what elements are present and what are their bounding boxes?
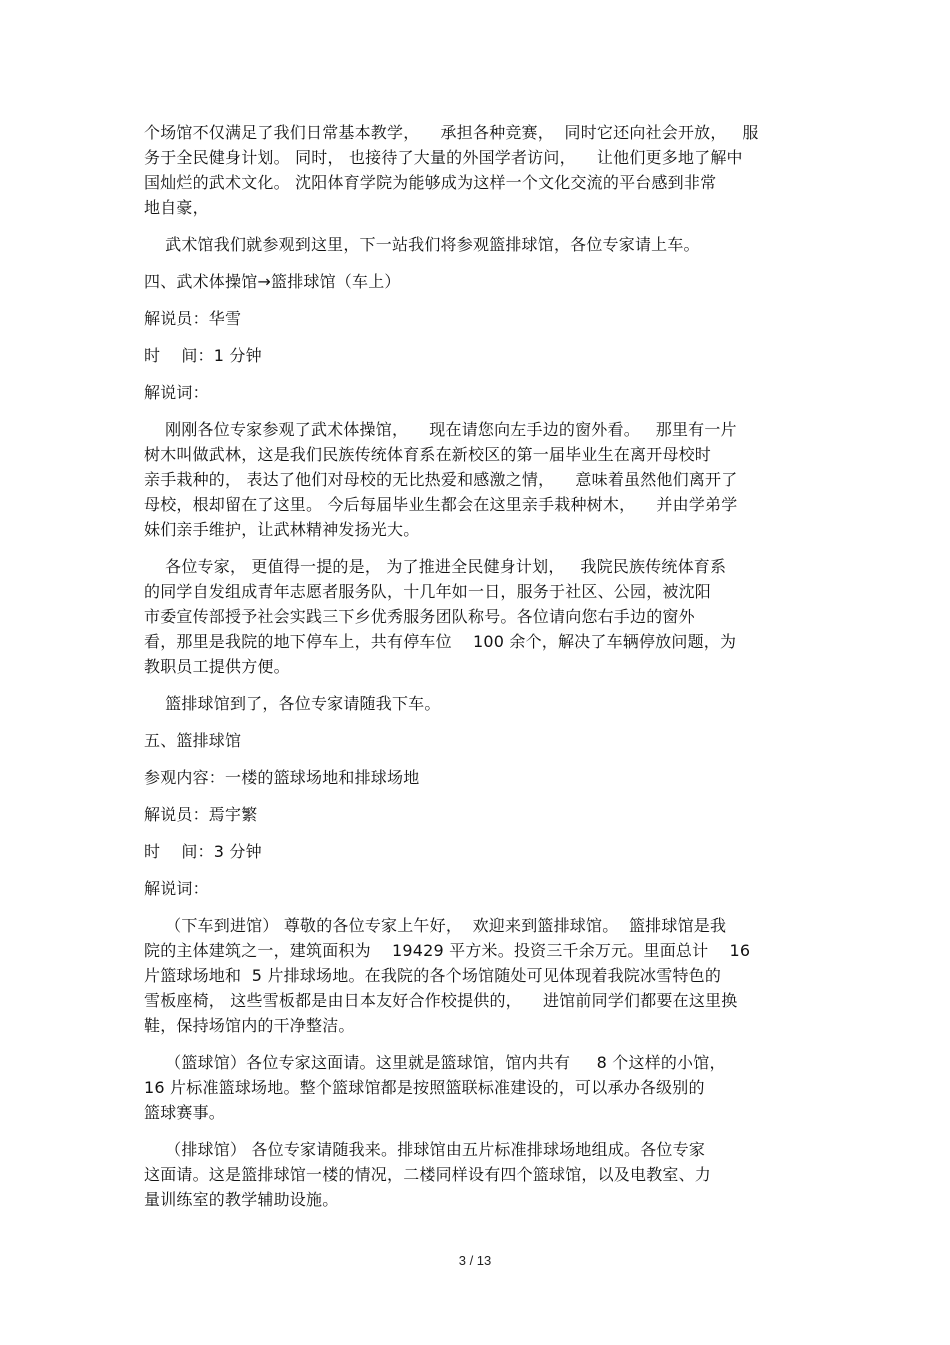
paragraph: [144, 876, 814, 901]
paragraph: [144, 269, 814, 294]
paragraph: [144, 380, 814, 405]
text-line: 五、篮排球馆: [144, 731, 242, 750]
text-line: 时 间：1 分钟: [144, 346, 262, 365]
text-line: 务于全民健身计划。 同时， 也接待了大量的外国学者访问， 让他们更多地了解中: [144, 148, 743, 167]
text-line: 教职员工提供方便。: [144, 657, 290, 676]
page-number: 3 / 13: [458, 1253, 492, 1268]
text-line: 解说词：: [144, 879, 209, 898]
text-line: 的同学自发组成青年志愿者服务队，十几年如一日，服务于社区、公园，被沈阳: [144, 582, 712, 601]
text-line: 武术馆我们就参观到这里，下一站我们将参观篮排球馆，各位专家请上车。: [144, 235, 700, 254]
text-line: 四、武术体操馆→篮排球馆（车上）: [144, 272, 401, 291]
text-line: 刚刚各位专家参观了武术体操馆， 现在请您向左手边的窗外看。 那里有一片: [144, 420, 737, 439]
text-line: 片篮球场地和 5 片排球场地。在我院的各个场馆随处可见体现着我院冰雪特色的: [144, 966, 722, 985]
text-line: （排球馆） 各位专家请随我来。排球馆由五片标准排球场地组成。各位专家: [144, 1140, 706, 1159]
paragraph: [144, 343, 814, 368]
text-line: 篮球赛事。: [144, 1103, 226, 1122]
paragraph: [144, 120, 814, 220]
paragraph: [144, 1050, 814, 1125]
text-line: 个场馆不仅满足了我们日常基本教学， 承担各种竞赛， 同时它还向社会开放， 服: [144, 123, 759, 142]
paragraph: [144, 417, 814, 542]
text-line: 参观内容：一楼的篮球场地和排球场地: [144, 768, 420, 787]
text-line: 解说员：焉宇繁: [144, 805, 258, 824]
text-line: 妹们亲手维护，让武林精神发扬光大。: [144, 520, 420, 539]
text-line: 市委宣传部授予社会实践三下乡优秀服务团队称号。各位请向您右手边的窗外: [144, 607, 695, 626]
text-line: 解说员：华雪: [144, 309, 242, 328]
text-line: 雪板座椅， 这些雪板都是由日本友好合作校提供的， 进馆前同学们都要在这里换: [144, 991, 738, 1010]
text-line: 时 间：3 分钟: [144, 842, 262, 861]
text-line: （篮球馆）各位专家这面请。这里就是篮球馆，馆内共有 8 个这样的小馆，: [144, 1053, 726, 1072]
text-line: 亲手栽种的， 表达了他们对母校的无比热爱和感激之情， 意味着虽然他们离开了: [144, 470, 738, 489]
text-line: 各位专家， 更值得一提的是， 为了推进全民健身计划， 我院民族传统体育系: [144, 557, 727, 576]
text-line: 母校，根却留在了这里。 今后每届毕业生都会在这里亲手栽种树木， 并由学弟学: [144, 495, 738, 514]
text-line: 鞋，保持场馆内的干净整洁。: [144, 1016, 355, 1035]
paragraph: [144, 232, 814, 257]
paragraph: [144, 306, 814, 331]
paragraph: [144, 802, 814, 827]
text-line: 这面请。这是篮排球馆一楼的情况，二楼同样设有四个篮球馆，以及电教室、力: [144, 1165, 712, 1184]
text-line: 量训练室的教学辅助设施。: [144, 1190, 339, 1209]
text-line: 16 片标准篮球场地。整个篮球馆都是按照篮联标准建设的，可以承办各级别的: [144, 1078, 705, 1097]
text-line: 国灿烂的武术文化。 沈阳体育学院为能够成为这样一个文化交流的平台感到非常: [144, 173, 717, 192]
paragraph: [144, 728, 814, 753]
text-line: 解说词：: [144, 383, 209, 402]
paragraph: [144, 554, 814, 679]
paragraph: [144, 913, 814, 1038]
text-line: 看，那里是我院的地下停车上，共有停车位 100 余个，解决了车辆停放问题，为: [144, 632, 737, 651]
text-line: 树木叫做武林，这是我们民族传统体育系在新校区的第一届毕业生在离开母校时: [144, 445, 712, 464]
text-line: 院的主体建筑之一，建筑面积为 19429 平方米。投资三千余万元。里面总计 16: [144, 941, 751, 960]
text-line: 篮排球馆到了，各位专家请随我下车。: [144, 694, 441, 713]
paragraph: [144, 1137, 814, 1212]
text-line: （下车到进馆） 尊敬的各位专家上午好， 欢迎来到篮排球馆。 篮排球馆是我: [144, 916, 727, 935]
text-line: 地自豪，: [144, 198, 209, 217]
paragraph: [144, 839, 814, 864]
paragraph: [144, 691, 814, 716]
paragraph: [144, 765, 814, 790]
document-body: [144, 120, 814, 1224]
